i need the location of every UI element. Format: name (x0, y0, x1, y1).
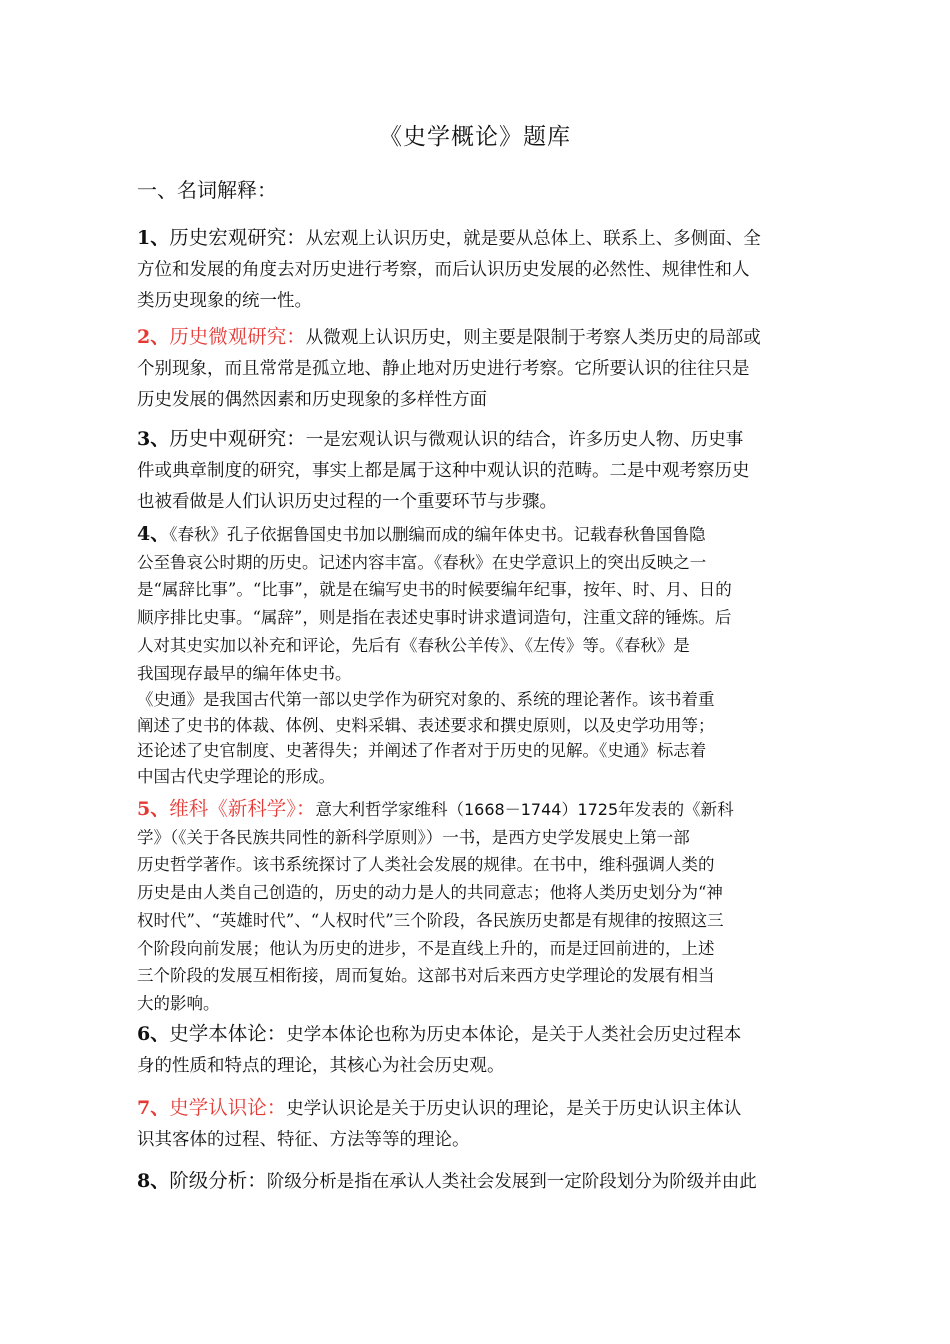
entry-1-line-1 (137, 222, 827, 255)
entry-4-line-3: 是“属辞比事”。“比事”，就是在编写史书的时候要编年纪事，按年、时、月、日的 (137, 580, 732, 600)
entry-number: 1、 (137, 227, 170, 249)
entry-4-line-8: 阐述了史书的体裁、体例、史料采辑、表述要求和撰史原则，以及史学功用等； (137, 715, 715, 735)
entry-6-line-1 (137, 1018, 827, 1051)
entry-text: 从微观上认识历史，则主要是限制于考察人类历史的局部或 (305, 328, 761, 348)
entry-6-line-2: 身的性质和特点的理论，其核心为社会历史观。 (137, 1056, 505, 1076)
entry-years: 1668－1744）1725 (464, 800, 619, 819)
entry-term: 史学认识论： (169, 1096, 287, 1119)
entry-1-line-3: 类历史现象的统一性。 (137, 291, 312, 311)
entry-text: 《春秋》孔子依据鲁国史书加以删编而成的编年体史书。记载春秋鲁国鲁隐 (169, 525, 706, 544)
entry-7 (137, 1092, 827, 1156)
entry-number: 2、 (137, 326, 170, 348)
entry-number: 5、 (137, 798, 170, 820)
entry-7-line-2: 识其客体的过程、特征、方法等等的理论。 (137, 1130, 470, 1150)
entry-5-line-6: 个阶段向前发展；他认为历史的进步，不是直线上升的，而是迂回前进的，上述 (137, 938, 715, 958)
entry-2 (137, 321, 827, 416)
entry-term: 历史微观研究： (169, 325, 306, 348)
entry-text: 从宏观上认识历史，就是要从总体上、联系上、多侧面、全 (305, 229, 761, 249)
entry-3-line-1 (137, 423, 827, 456)
entry-term: 历史宏观研究： (169, 226, 306, 249)
entry-text: 年发表的《新科 (618, 800, 734, 819)
entry-5 (137, 795, 827, 1018)
entry-3-line-2: 件或典章制度的研究，事实上都是属于这种中观认识的范畴。二是中观考察历史 (137, 461, 750, 481)
entry-1-line-2: 方位和发展的角度去对历史进行考察，而后认识历史发展的必然性、规律性和人 (137, 260, 750, 280)
entry-2-line-2: 个别现象，而且常常是孤立地、静止地对历史进行考察。它所要认识的往往只是 (137, 359, 750, 379)
entry-4-line-6: 我国现存最早的编年体史书。 (137, 663, 352, 683)
entry-8-line-1 (137, 1165, 827, 1198)
entry-4-line-4: 顺序排比史事。“属辞”，则是指在表述史事时讲求遣词造句，注重文辞的锤炼。后 (137, 608, 732, 628)
entry-number: 3、 (137, 428, 170, 450)
section-heading: 一、名词解释： (137, 178, 277, 202)
entry-number: 7、 (137, 1097, 170, 1119)
entry-text: 意大利哲学家维科（ (315, 800, 464, 819)
entry-5-line-4: 历史是由人类自己创造的，历史的动力是人的共同意志；他将人类历史划分为“神 (137, 883, 723, 903)
entry-4-line-10: 中国古代史学理论的形成。 (137, 766, 335, 786)
entry-7-line-1 (137, 1092, 827, 1125)
entry-4-line-7: 《史通》是我国古代第一部以史学作为研究对象的、系统的理论著作。该书着重 (137, 690, 715, 710)
entry-3-line-3: 也被看做是人们认识历史过程的一个重要环节与步骤。 (137, 492, 557, 512)
entry-term: 阶级分析： (169, 1169, 267, 1192)
entry-5-line-5: 权时代”、“英雄时代”、“人权时代”三个阶段，各民族历史都是有规律的按照这三 (137, 910, 724, 930)
entry-5-line-8: 大的影响。 (137, 993, 220, 1013)
entry-1 (137, 222, 827, 317)
entry-6 (137, 1018, 827, 1082)
entry-text: 史学本体论也称为历史本体论，是关于人类社会历史过程本 (286, 1025, 742, 1045)
entry-4-line-9: 还论述了史官制度、史著得失；并阐述了作者对于历史的见解。《史通》标志着 (137, 741, 707, 761)
entry-number: 4、 (137, 523, 170, 545)
entry-4-line-1 (137, 521, 827, 549)
entry-term: 历史中观研究： (169, 427, 306, 450)
entry-4-line-2: 公至鲁哀公时期的历史。记述内容丰富。《春秋》在史学意识上的突出反映之一 (137, 552, 707, 572)
entry-text: 史学认识论是关于历史认识的理论，是关于历史认识主体认 (286, 1099, 742, 1119)
entry-5-line-7: 三个阶段的发展互相衔接，周而复始。这部书对后来西方史学理论的发展有相当 (137, 966, 715, 986)
document-title: 《史学概论》题库 (379, 124, 571, 150)
entry-5-line-2: 学》（《关于各民族共同性的新科学原则》）一书，是西方史学发展史上第一部 (137, 827, 690, 847)
entry-2-line-3: 历史发展的偶然因素和历史现象的多样性方面 (137, 390, 487, 410)
entry-5-line-1 (137, 795, 827, 824)
entry-4-line-5: 人对其史实加以补充和评论，先后有《春秋公羊传》、《左传》等。《春秋》是 (137, 635, 690, 655)
entry-8 (137, 1165, 827, 1198)
entry-2-line-1 (137, 321, 827, 354)
entry-text: 一是宏观认识与微观认识的结合，许多历史人物、历史事 (305, 430, 744, 450)
entry-4 (137, 521, 827, 789)
entry-number: 6、 (137, 1023, 170, 1045)
entry-3 (137, 423, 827, 518)
entry-number: 8、 (137, 1170, 170, 1192)
entry-text: 阶级分析是指在承认人类社会发展到一定阶段划分为阶级并由此 (266, 1172, 757, 1192)
entry-5-line-3: 历史哲学著作。该书系统探讨了人类社会发展的规律。在书中，维科强调人类的 (137, 855, 715, 875)
entry-term: 史学本体论： (169, 1022, 287, 1045)
entry-term: 维科《新科学》： (169, 797, 316, 820)
